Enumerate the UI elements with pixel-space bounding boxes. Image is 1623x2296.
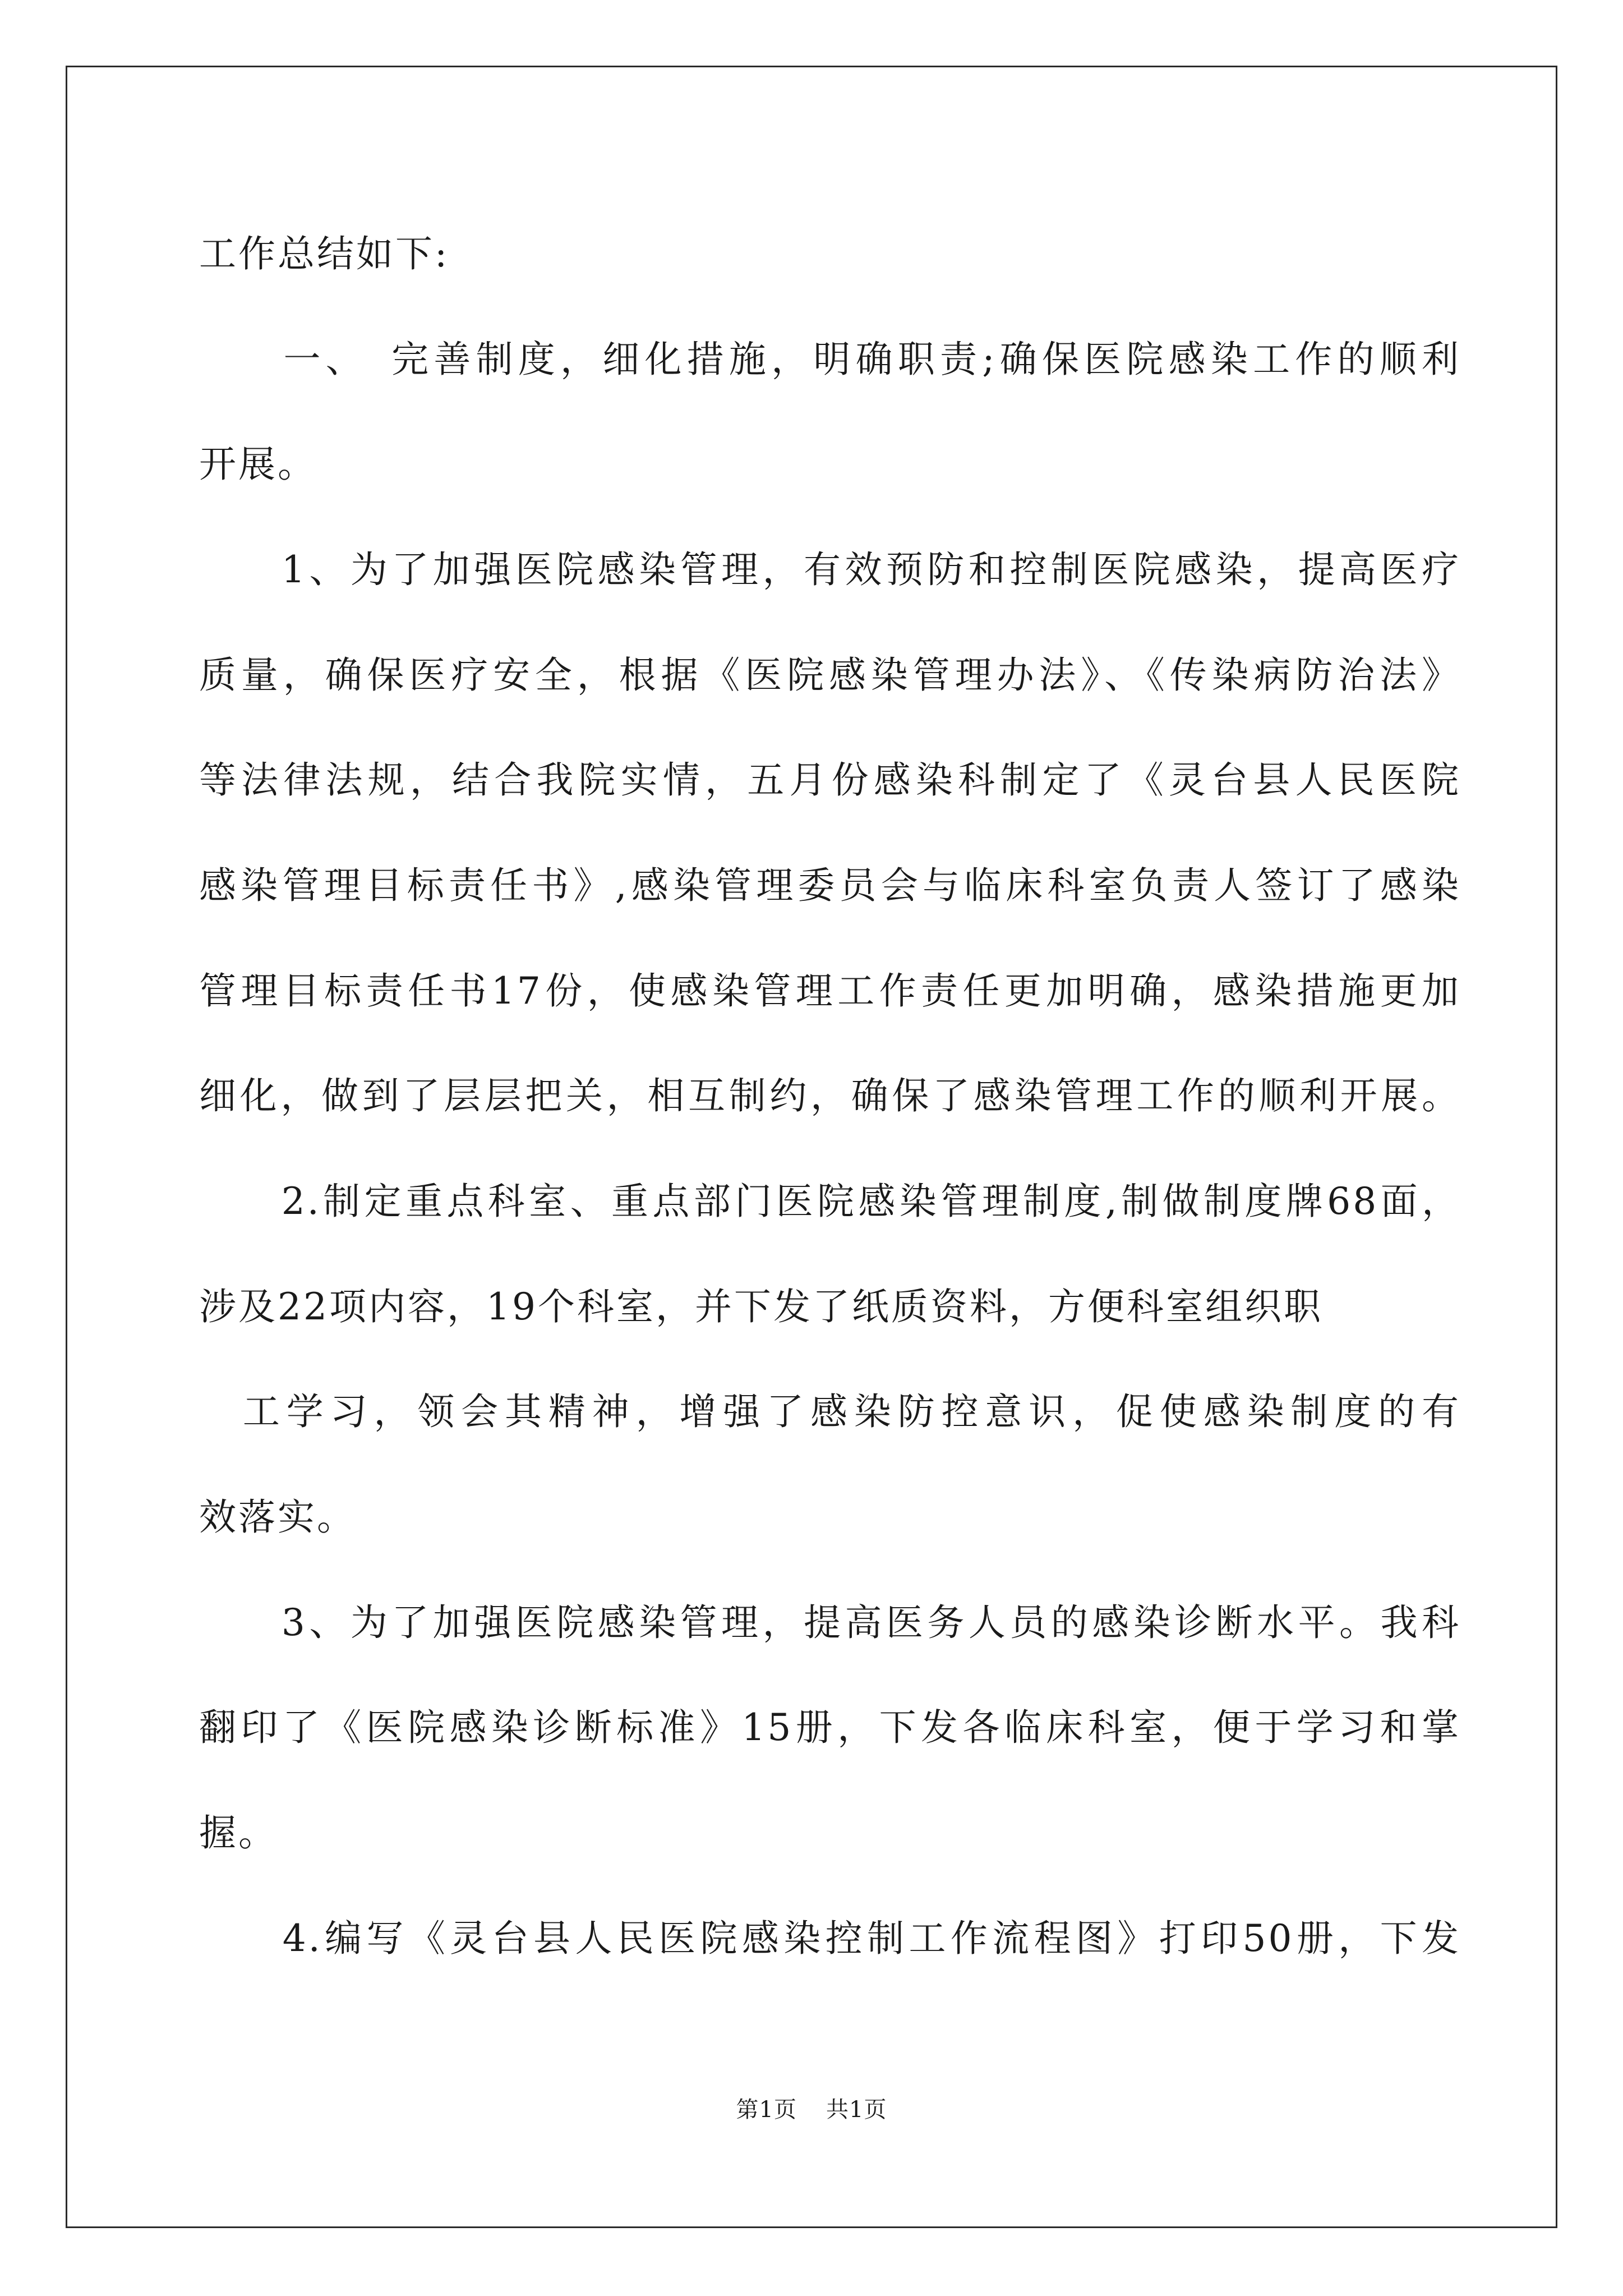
text-line: 4.编写《灵台县人民医院感染控制工作流程图》打印50册，下发 (199, 1917, 1461, 1960)
text-line: 管理目标责任书17份，使感染管理工作责任更加明确，感染措施更加 (199, 969, 1461, 1013)
text-line: 细化，做到了层层把关，相互制约，确保了感染管理工作的顺利开展。 (199, 1074, 1461, 1117)
text-line: 工学习，领会其精神，增强了感染防控意识，促使感染制度的有 (199, 1390, 1461, 1433)
text-line: 翻印了《医院感染诊断标准》15册，下发各临床科室，便于学习和掌 (199, 1706, 1461, 1749)
text-line: 握。 (199, 1811, 278, 1855)
text-line: 开展。 (199, 443, 317, 486)
text-line: 3、为了加强医院感染管理，提高医务人员的感染诊断水平。我科 (199, 1601, 1461, 1644)
page-total: 共1页 (826, 2097, 887, 2123)
text-line: 2.制定重点科室、重点部门医院感染管理制度,制做制度牌68面， (199, 1180, 1461, 1223)
page-footer (0, 2094, 1623, 2125)
text-line: 工作总结如下: (199, 232, 450, 275)
text-line: 涉及22项内容，19个科室，并下发了纸质资料，方便科室组织职 (199, 1285, 1323, 1328)
heading-section-one: 一、 完善制度，细化措施，明确职责;确保医院感染工作的顺利 (199, 338, 1461, 381)
page-number: 第1页 (736, 2097, 797, 2123)
text-line: 质量，确保医疗安全，根据《医院感染管理办法》、《传染病防治法》 (199, 654, 1461, 697)
page-border (66, 66, 1557, 2228)
text-line: 1、为了加强医院感染管理，有效预防和控制医院感染，提高医疗 (199, 548, 1461, 591)
text-line: 感染管理目标责任书》,感染管理委员会与临床科室负责人签订了感染 (199, 864, 1461, 907)
text-line: 效落实。 (199, 1496, 356, 1539)
text-line: 等法律法规，结合我院实情，五月份感染科制定了《灵台县人民医院 (199, 758, 1461, 802)
